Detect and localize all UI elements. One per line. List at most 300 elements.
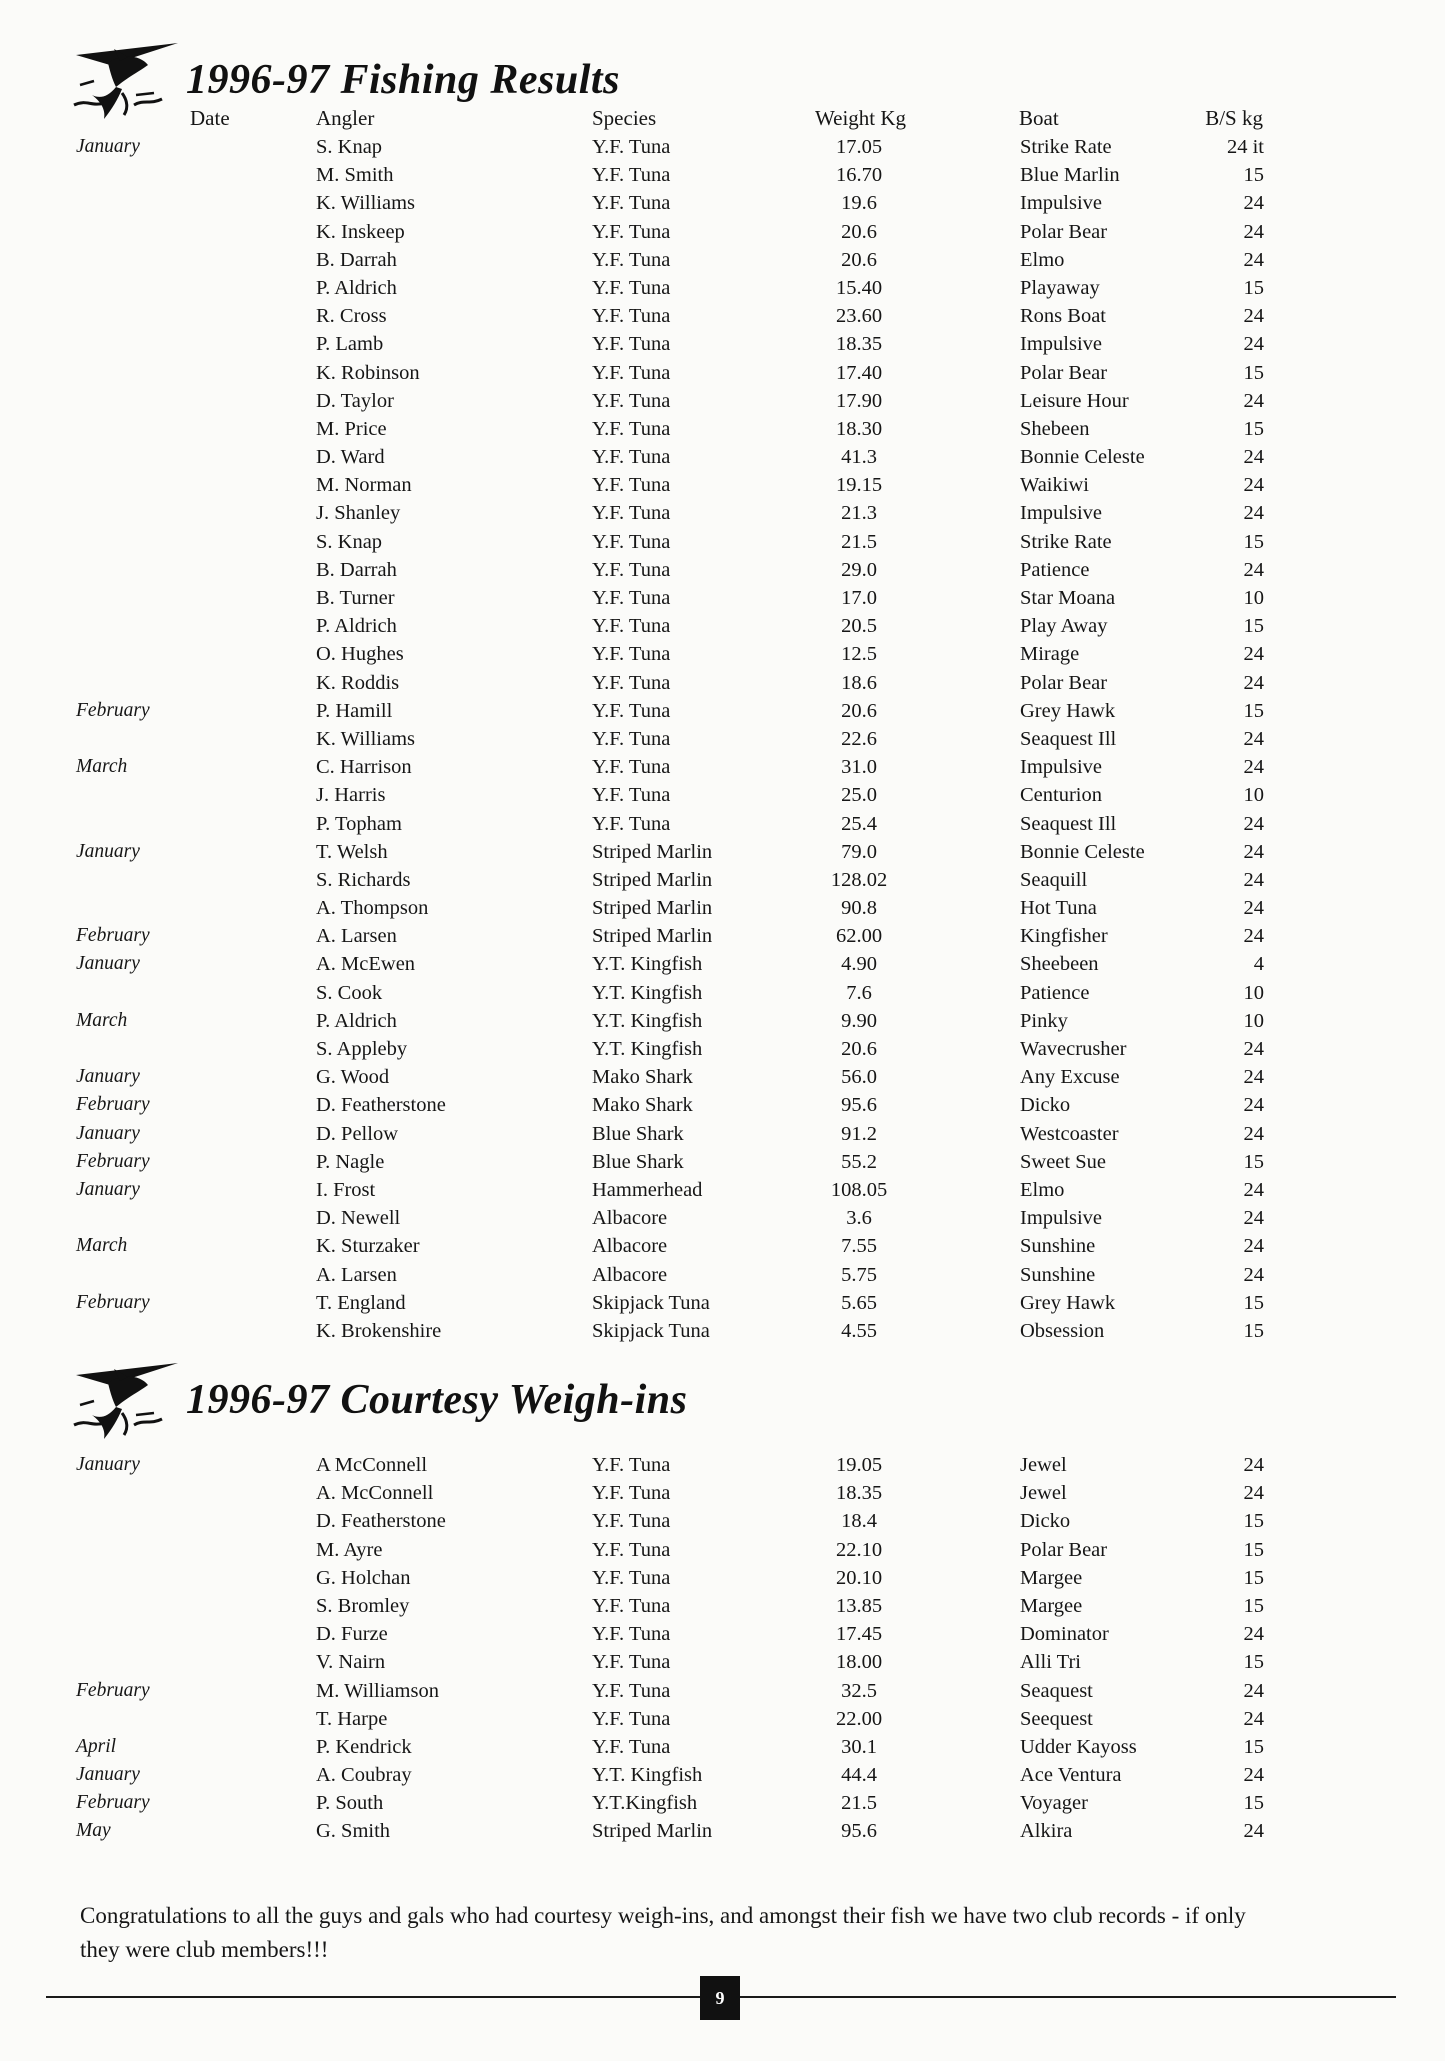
row-species: Y.F. Tuna — [592, 389, 671, 412]
table-row — [0, 528, 1445, 556]
table-row — [0, 330, 1445, 358]
table-row — [0, 1176, 1445, 1204]
row-line-class: 24 — [1243, 897, 1264, 920]
row-month: January — [76, 1764, 140, 1786]
row-month: February — [76, 1679, 150, 1701]
row-weight: 21.5 — [841, 530, 877, 553]
table-row — [0, 1705, 1445, 1733]
row-boat: Hot Tuna — [1020, 897, 1097, 920]
row-angler: O. Hughes — [316, 643, 404, 666]
table-row — [0, 415, 1445, 443]
row-line-class: 10 — [1243, 784, 1264, 807]
row-boat: Impulsive — [1020, 756, 1102, 779]
row-line-class: 15 — [1243, 1538, 1264, 1561]
row-line-class: 10 — [1243, 981, 1264, 1004]
row-weight: 17.90 — [835, 389, 883, 412]
row-weight: 31.0 — [841, 756, 877, 779]
table-row — [0, 302, 1445, 330]
row-weight: 7.55 — [841, 1235, 877, 1258]
row-boat: Patience — [1020, 558, 1090, 581]
results-title: 1996-97 Fishing Results — [186, 57, 620, 103]
weighins-header — [70, 1355, 688, 1445]
row-boat: Elmo — [1020, 1178, 1065, 1201]
row-line-class: 15 — [1243, 164, 1264, 187]
row-species: Y.F. Tuna — [592, 333, 671, 356]
row-weight: 17.40 — [835, 361, 883, 384]
row-angler: P. Kendrick — [316, 1735, 412, 1758]
row-species: Y.F. Tuna — [592, 1651, 671, 1674]
row-line-class: 10 — [1243, 587, 1264, 609]
row-month: January — [76, 953, 140, 975]
table-row — [0, 161, 1445, 189]
row-line-class: 10 — [1243, 1009, 1264, 1032]
row-boat: Polar Bear — [1020, 361, 1108, 384]
table-row — [0, 1733, 1445, 1761]
row-species: Y.F. Tuna — [592, 1482, 671, 1505]
row-boat: Ace Ventura — [1020, 1764, 1122, 1787]
row-boat: Seaquest Ill — [1020, 812, 1117, 835]
row-angler: K. Robinson — [316, 361, 420, 384]
row-boat: Dicko — [1020, 1094, 1071, 1117]
row-angler: M. Smith — [316, 164, 394, 187]
row-line-class: 24 — [1243, 558, 1264, 581]
table-row — [0, 697, 1445, 725]
row-boat: Bonnie Celeste — [1020, 446, 1145, 469]
marlin-icon — [70, 1355, 180, 1445]
row-species: Y.F. Tuna — [592, 671, 671, 694]
row-weight: 18.4 — [841, 1510, 877, 1533]
row-boat: Obsession — [1020, 1319, 1105, 1342]
row-weight: 4.55 — [841, 1319, 877, 1342]
row-species: Y.T.Kingfish — [592, 1792, 698, 1815]
row-angler: M. Price — [316, 417, 387, 440]
row-boat: Playaway — [1020, 276, 1100, 299]
row-weight: 23.60 — [835, 305, 883, 328]
row-month: February — [76, 1792, 150, 1814]
table-row — [0, 950, 1445, 978]
row-weight: 25.0 — [841, 784, 877, 807]
row-boat: Mirage — [1020, 643, 1080, 666]
row-line-class: 15 — [1243, 699, 1264, 722]
row-species: Mako Shark — [592, 1066, 693, 1089]
row-boat: Impulsive — [1020, 502, 1102, 525]
row-weight: 32.5 — [841, 1679, 877, 1702]
row-species: Y.F. Tuna — [592, 361, 671, 384]
row-line-class: 24 — [1243, 333, 1264, 356]
row-boat: Jewel — [1020, 1482, 1067, 1505]
row-line-class: 24 — [1243, 643, 1264, 666]
row-species: Y.F. Tuna — [592, 1623, 671, 1646]
row-boat: Leisure Hour — [1020, 389, 1129, 412]
row-weight: 79.0 — [841, 840, 877, 863]
row-species: Hammerhead — [592, 1178, 703, 1201]
row-line-class: 24 — [1243, 1707, 1264, 1730]
row-boat: Alli Tri — [1020, 1651, 1081, 1674]
row-species: Y.F. Tuna — [592, 474, 671, 497]
row-species: Y.F. Tuna — [592, 615, 671, 638]
row-species: Striped Marlin — [592, 1820, 713, 1843]
row-boat: Kingfisher — [1020, 925, 1108, 948]
table-row — [0, 1261, 1445, 1289]
row-angler: D. Pellow — [316, 1122, 398, 1145]
row-angler: S. Knap — [316, 136, 383, 158]
row-angler: D. Ward — [316, 446, 385, 469]
row-species: Y.F. Tuna — [592, 727, 671, 750]
row-line-class: 15 — [1243, 361, 1264, 384]
table-row — [0, 1648, 1445, 1676]
row-species: Y.F. Tuna — [592, 530, 671, 553]
row-angler: M. Norman — [316, 474, 412, 497]
row-line-class: 15 — [1243, 1319, 1264, 1342]
row-line-class: 24 — [1243, 248, 1264, 271]
row-angler: P. Lamb — [316, 333, 384, 356]
row-angler: D. Newell — [316, 1207, 401, 1230]
row-weight: 20.6 — [841, 1038, 877, 1060]
table-row — [0, 1063, 1445, 1091]
table-row — [0, 725, 1445, 753]
row-weight: 18.6 — [841, 671, 877, 694]
row-weight: 20.10 — [835, 1566, 883, 1589]
row-line-class: 15 — [1243, 276, 1264, 299]
row-boat: Any Excuse — [1020, 1066, 1120, 1089]
row-boat: Polar Bear — [1020, 220, 1108, 243]
row-species: Skipjack Tuna — [592, 1291, 710, 1314]
table-row — [0, 1761, 1445, 1789]
row-angler: P. Hamill — [316, 699, 393, 722]
row-boat: Play Away — [1020, 615, 1108, 638]
table-row — [0, 781, 1445, 809]
row-weight: 17.45 — [835, 1623, 883, 1646]
row-month: January — [76, 840, 140, 862]
table-row — [0, 1204, 1445, 1232]
row-boat: Blue Marlin — [1020, 164, 1120, 187]
row-species: Y.F. Tuna — [592, 699, 671, 722]
row-angler: A. McConnell — [316, 1482, 434, 1505]
row-weight: 18.35 — [835, 333, 883, 356]
row-weight: 12.5 — [841, 643, 877, 666]
row-line-class: 24 — [1243, 1122, 1264, 1145]
row-weight: 108.05 — [830, 1178, 888, 1201]
row-species: Y.F. Tuna — [592, 502, 671, 525]
row-line-class: 24 — [1243, 389, 1264, 412]
table-row — [0, 1677, 1445, 1705]
row-weight: 3.6 — [846, 1207, 872, 1230]
row-angler: C. Harrison — [316, 756, 412, 779]
results-table — [0, 133, 1445, 1345]
header-date: Date — [190, 106, 230, 130]
row-boat: Strike Rate — [1020, 136, 1112, 158]
row-line-class: 15 — [1243, 1735, 1264, 1758]
row-angler: K. Sturzaker — [316, 1235, 420, 1258]
row-boat: Shebeen — [1020, 417, 1090, 440]
row-weight: 4.90 — [841, 953, 877, 976]
row-species: Blue Shark — [592, 1150, 684, 1173]
row-species: Striped Marlin — [592, 840, 713, 863]
row-angler: S. Richards — [316, 868, 411, 891]
page-number: 9 — [700, 1976, 740, 2020]
row-angler: P. Aldrich — [316, 1009, 397, 1032]
row-line-class: 24 — [1243, 502, 1264, 525]
row-line-class: 24 — [1243, 1623, 1264, 1646]
row-angler: P. Aldrich — [316, 615, 397, 638]
table-row — [0, 387, 1445, 415]
row-line-class: 24 — [1243, 1679, 1264, 1702]
row-weight: 13.85 — [835, 1594, 883, 1617]
row-boat: Margee — [1020, 1566, 1083, 1589]
row-boat: Sweet Sue — [1020, 1150, 1106, 1173]
row-species: Y.F. Tuna — [592, 812, 671, 835]
row-species: Y.F. Tuna — [592, 446, 671, 469]
table-row — [0, 922, 1445, 950]
row-month: January — [76, 1066, 140, 1088]
row-line-class: 15 — [1243, 1792, 1264, 1815]
row-boat: Alkira — [1020, 1820, 1073, 1843]
row-weight: 18.35 — [835, 1482, 883, 1505]
row-line-class: 24 — [1243, 192, 1264, 215]
row-line-class: 15 — [1243, 615, 1264, 638]
row-species: Y.F. Tuna — [592, 417, 671, 440]
row-weight: 15.40 — [835, 276, 883, 299]
row-species: Y.T. Kingfish — [592, 1038, 703, 1060]
row-angler: T. Welsh — [316, 840, 388, 863]
table-row — [0, 133, 1445, 161]
table-row — [0, 443, 1445, 471]
row-angler: D. Featherstone — [316, 1094, 446, 1117]
row-month: March — [76, 1009, 128, 1031]
row-species: Albacore — [592, 1263, 668, 1286]
row-line-class: 24 — [1243, 1820, 1264, 1843]
row-line-class: 24 — [1243, 1764, 1264, 1787]
row-line-class: 15 — [1243, 1566, 1264, 1589]
table-row — [0, 1317, 1445, 1345]
row-weight: 95.6 — [841, 1820, 877, 1843]
row-species: Y.F. Tuna — [592, 1594, 671, 1617]
row-month: January — [76, 1178, 140, 1200]
row-boat: Sunshine — [1020, 1235, 1096, 1258]
row-angler: P. Aldrich — [316, 276, 397, 299]
row-boat: Seaquest — [1020, 1679, 1093, 1702]
row-boat: Elmo — [1020, 248, 1065, 271]
row-angler: J. Shanley — [316, 502, 401, 525]
row-boat: Centurion — [1020, 784, 1102, 807]
weighins-title: 1996-97 Courtesy Weigh-ins — [186, 1377, 688, 1423]
row-line-class: 15 — [1243, 530, 1264, 553]
row-angler: A. Larsen — [316, 925, 397, 948]
row-angler: K. Williams — [316, 192, 416, 215]
row-line-class: 24 — [1243, 1094, 1264, 1117]
row-boat: Jewel — [1020, 1454, 1067, 1476]
row-angler: K. Inskeep — [316, 220, 405, 243]
table-row — [0, 894, 1445, 922]
row-month: May — [76, 1820, 111, 1842]
header-species: Species — [592, 106, 657, 130]
row-angler: T. Harpe — [316, 1707, 388, 1730]
row-line-class: 24 — [1243, 868, 1264, 891]
row-weight: 22.00 — [835, 1707, 883, 1730]
row-boat: Impulsive — [1020, 1207, 1102, 1230]
row-angler: T. England — [316, 1291, 406, 1314]
row-line-class: 15 — [1243, 1651, 1264, 1674]
row-angler: P. South — [316, 1792, 384, 1815]
row-month: February — [76, 1291, 150, 1313]
row-line-class: 24 — [1243, 1454, 1264, 1476]
row-month: February — [76, 699, 150, 721]
table-row — [0, 612, 1445, 640]
row-line-class: 24 — [1243, 446, 1264, 469]
table-row — [0, 471, 1445, 499]
row-weight: 44.4 — [841, 1764, 877, 1787]
row-weight: 20.6 — [841, 699, 877, 722]
row-month: March — [76, 756, 128, 778]
row-boat: Patience — [1020, 981, 1090, 1004]
row-weight: 90.8 — [841, 897, 877, 920]
row-weight: 16.70 — [835, 164, 883, 187]
row-angler: J. Harris — [316, 784, 386, 807]
table-row — [0, 1479, 1445, 1507]
row-weight: 95.6 — [841, 1094, 877, 1117]
row-boat: Pinky — [1020, 1009, 1068, 1032]
row-boat: Udder Kayoss — [1020, 1735, 1137, 1758]
row-angler: B. Darrah — [316, 558, 397, 581]
row-line-class: 24 — [1243, 1263, 1264, 1286]
row-species: Y.F. Tuna — [592, 276, 671, 299]
table-row — [0, 1007, 1445, 1035]
row-line-class: 15 — [1243, 1291, 1264, 1314]
row-species: Striped Marlin — [592, 925, 713, 948]
row-boat: Voyager — [1020, 1792, 1088, 1815]
row-angler: A. McEwen — [316, 953, 416, 976]
row-angler: B. Turner — [316, 587, 395, 609]
row-boat: Strike Rate — [1020, 530, 1112, 553]
row-angler: R. Cross — [316, 305, 387, 328]
row-weight: 18.00 — [835, 1651, 883, 1674]
row-month: April — [76, 1735, 117, 1757]
row-boat: Dicko — [1020, 1510, 1071, 1533]
row-weight: 19.15 — [835, 474, 883, 497]
row-boat: Dominator — [1020, 1623, 1109, 1646]
row-month: February — [76, 1094, 150, 1116]
row-month: January — [76, 136, 140, 157]
table-row — [0, 1817, 1445, 1845]
row-boat: Westcoaster — [1020, 1122, 1119, 1145]
row-weight: 30.1 — [841, 1735, 877, 1758]
row-boat: Margee — [1020, 1594, 1083, 1617]
table-row — [0, 640, 1445, 668]
table-row — [0, 1536, 1445, 1564]
table-row — [0, 1451, 1445, 1479]
row-species: Skipjack Tuna — [592, 1319, 710, 1342]
row-line-class: 24 — [1243, 474, 1264, 497]
row-line-class: 24 it — [1226, 136, 1264, 158]
table-row — [0, 1091, 1445, 1119]
row-species: Y.T. Kingfish — [592, 981, 703, 1004]
weighins-table — [0, 1451, 1445, 1846]
table-row — [0, 753, 1445, 781]
table-row — [0, 359, 1445, 387]
row-weight: 19.6 — [841, 192, 877, 215]
row-weight: 22.6 — [841, 727, 877, 750]
row-weight: 29.0 — [841, 558, 877, 581]
row-weight: 20.6 — [841, 220, 877, 243]
table-row — [0, 1120, 1445, 1148]
row-angler: A McConnell — [316, 1454, 428, 1476]
row-weight: 20.6 — [841, 248, 877, 271]
row-angler: S. Bromley — [316, 1594, 410, 1617]
row-weight: 56.0 — [841, 1066, 877, 1089]
table-row — [0, 669, 1445, 697]
row-species: Striped Marlin — [592, 897, 713, 920]
row-weight: 22.10 — [835, 1538, 883, 1561]
row-weight: 21.3 — [841, 502, 877, 525]
row-weight: 91.2 — [841, 1122, 877, 1145]
row-species: Y.T. Kingfish — [592, 953, 703, 976]
row-species: Y.T. Kingfish — [592, 1764, 703, 1787]
row-month: February — [76, 1150, 150, 1172]
row-boat: Seaquest Ill — [1020, 727, 1117, 750]
row-weight: 20.5 — [841, 615, 877, 638]
row-angler: P. Topham — [316, 812, 402, 835]
row-weight: 62.00 — [835, 925, 883, 948]
table-row — [0, 979, 1445, 1007]
row-species: Y.F. Tuna — [592, 1735, 671, 1758]
row-angler: S. Appleby — [316, 1038, 408, 1060]
row-species: Y.F. Tuna — [592, 248, 671, 271]
row-species: Y.F. Tuna — [592, 1707, 671, 1730]
row-line-class: 24 — [1243, 727, 1264, 750]
row-line-class: 24 — [1243, 1178, 1264, 1201]
row-month: February — [76, 925, 150, 947]
row-angler: G. Holchan — [316, 1566, 411, 1589]
row-month: January — [76, 1454, 140, 1475]
row-species: Y.F. Tuna — [592, 756, 671, 779]
table-row — [0, 584, 1445, 612]
row-boat: Polar Bear — [1020, 1538, 1108, 1561]
row-weight: 5.65 — [841, 1291, 877, 1314]
table-row — [0, 1035, 1445, 1063]
row-line-class: 24 — [1243, 1482, 1264, 1505]
row-boat: Impulsive — [1020, 333, 1102, 356]
row-month: March — [76, 1235, 128, 1257]
header-weight: Weight Kg — [815, 106, 907, 130]
row-boat: Sheebeen — [1020, 953, 1099, 976]
row-angler: B. Darrah — [316, 248, 397, 271]
row-boat: Grey Hawk — [1020, 1291, 1116, 1314]
table-row — [0, 274, 1445, 302]
row-angler: D. Furze — [316, 1623, 388, 1646]
row-boat: Star Moana — [1020, 587, 1116, 609]
row-species: Y.F. Tuna — [592, 1566, 671, 1589]
table-row — [0, 246, 1445, 274]
row-species: Y.F. Tuna — [592, 1538, 671, 1561]
row-weight: 17.05 — [835, 136, 883, 158]
row-angler: K. Roddis — [316, 671, 400, 694]
row-weight: 7.6 — [846, 981, 872, 1004]
row-line-class: 24 — [1243, 671, 1264, 694]
row-weight: 41.3 — [841, 446, 877, 469]
row-species: Y.F. Tuna — [592, 164, 671, 187]
row-species: Y.F. Tuna — [592, 558, 671, 581]
table-row — [0, 218, 1445, 246]
table-row — [0, 1232, 1445, 1260]
row-weight: 128.02 — [830, 868, 888, 891]
row-angler: D. Taylor — [316, 389, 394, 412]
table-row — [0, 556, 1445, 584]
row-boat: Bonnie Celeste — [1020, 840, 1145, 863]
row-weight: 19.05 — [835, 1454, 883, 1476]
row-boat: Impulsive — [1020, 192, 1102, 215]
table-row — [0, 499, 1445, 527]
row-angler: G. Wood — [316, 1066, 390, 1089]
